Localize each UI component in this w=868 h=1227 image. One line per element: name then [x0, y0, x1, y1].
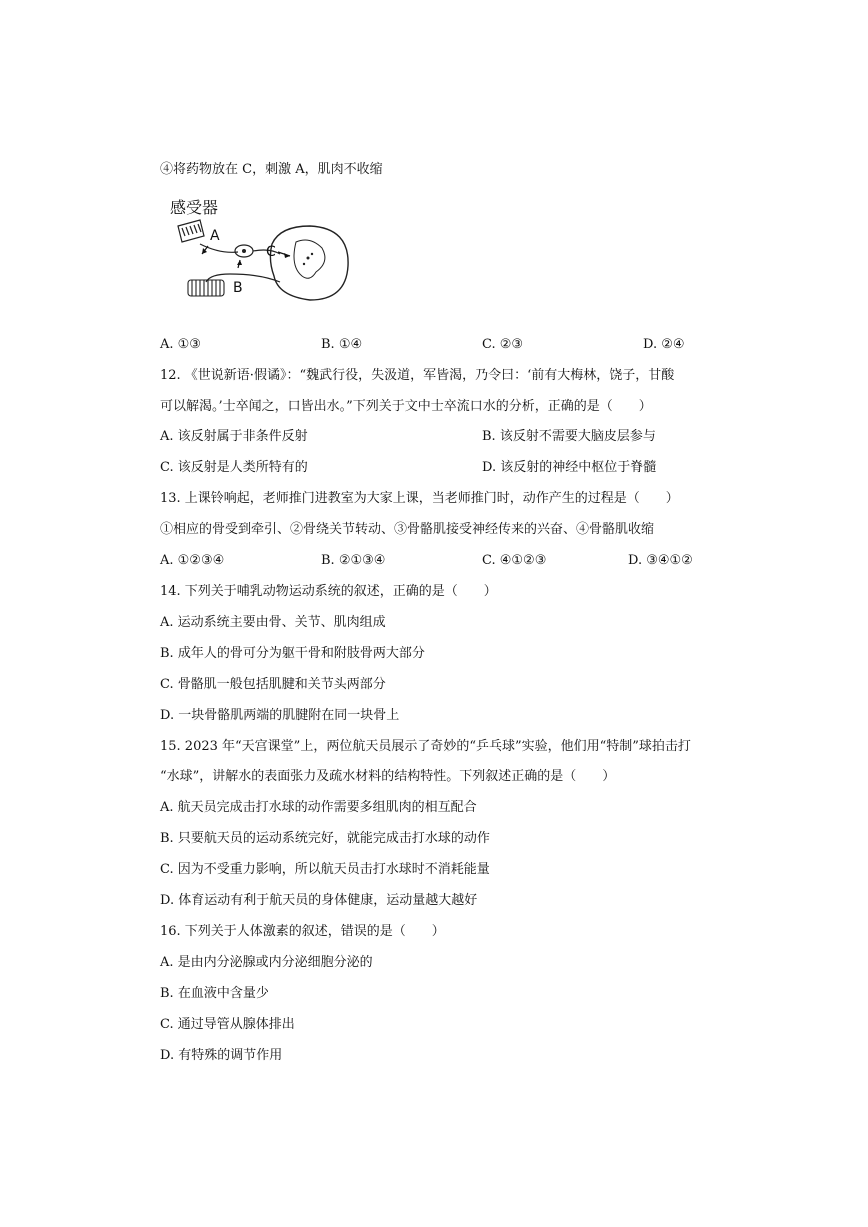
receptor-icon	[178, 220, 204, 242]
q12-option-c: C. 该反射是人类所特有的	[160, 460, 308, 475]
q15-option-c: C. 因为不受重力影响，所以航天员击打水球时不消耗能量	[160, 862, 490, 877]
q11-option-b: B. ①④	[321, 337, 363, 352]
q14-stem: 14. 下列关于哺乳动物运动系统的叙述，正确的是（ ）	[160, 584, 497, 599]
label-c: C	[266, 244, 276, 260]
label-a: A	[210, 228, 220, 244]
q14-option-c: C. 骨骼肌一般包括肌腱和关节头两部分	[160, 677, 386, 692]
intro-line: ④将药物放在 C，刺激 A，肌肉不收缩	[160, 162, 383, 177]
q15-option-a: A. 航天员完成击打水球的动作需要多组肌肉的相互配合	[160, 800, 477, 815]
q16-stem: 16. 下列关于人体激素的叙述，错误的是（ ）	[160, 924, 445, 939]
q12-option-b: B. 该反射不需要大脑皮层参与	[482, 429, 656, 444]
q16-option-d: D. 有特殊的调节作用	[160, 1048, 283, 1063]
q12-option-a: A. 该反射属于非条件反射	[160, 429, 308, 444]
q16-option-c: C. 通过导管从腺体排出	[160, 1017, 295, 1032]
q15-option-d: D. 体育运动有利于航天员的身体健康，运动量越大越好	[160, 893, 478, 908]
q14-option-d: D. 一块骨骼肌两端的肌腱附在同一块骨上	[160, 708, 400, 723]
q13-stem: 13. 上课铃响起，老师推门进教室为大家上课，当老师推门时，动作产生的过程是（ ）	[160, 491, 679, 506]
q11-option-d: D. ②④	[643, 337, 685, 352]
q16-option-b: B. 在血液中含量少	[160, 986, 269, 1001]
reflex-arc-diagram	[160, 196, 360, 306]
q13-option-a: A. ①②③④	[160, 553, 225, 568]
label-b: B	[233, 280, 243, 296]
spinal-cord-icon	[270, 226, 348, 300]
q12-stem-line1: 12. 《世说新语·假谲》：“魏武行役，失汲道，军皆渴，乃令曰：‘前有大梅林，饶子，甘酸	[160, 368, 675, 383]
q13-steps: ①相应的骨受到牵引、②骨绕关节转动、③骨骼肌接受神经传来的兴奋、④骨骼肌收缩	[160, 522, 655, 537]
q11-option-a: A. ①③	[160, 337, 201, 352]
q15-stem-line2: “水球”，讲解水的表面张力及疏水材料的结构特性。下列叙述正确的是（ ）	[160, 769, 616, 784]
fig-title: 感受器	[170, 198, 219, 217]
q14-option-a: A. 运动系统主要由骨、关节、肌肉组成	[160, 615, 386, 630]
q13-option-b: B. ②①③④	[321, 553, 386, 568]
q13-option-c: C. ④①②③	[482, 553, 547, 568]
q14-option-b: B. 成年人的骨可分为躯干骨和附肢骨两大部分	[160, 646, 425, 661]
q12-stem-line2: 可以解渴。’士卒闻之，口皆出水。”下列关于文中士卒流口水的分析，正确的是（ ）	[160, 399, 652, 414]
q15-option-b: B. 只要航天员的运动系统完好，就能完成击打水球的动作	[160, 831, 490, 846]
q15-stem-line1: 15. 2023 年“天宫课堂”上，两位航天员展示了奇妙的“乒乓球”实验，他们用“特制”球拍击打	[160, 739, 691, 754]
q11-option-c: C. ②③	[482, 337, 524, 352]
muscle-icon	[188, 280, 224, 296]
q13-option-d: D. ③④①②	[628, 553, 693, 568]
q12-option-d: D. 该反射的神经中枢位于脊髓	[482, 460, 657, 475]
q16-option-a: A. 是由内分泌腺或内分泌细胞分泌的	[160, 955, 373, 970]
